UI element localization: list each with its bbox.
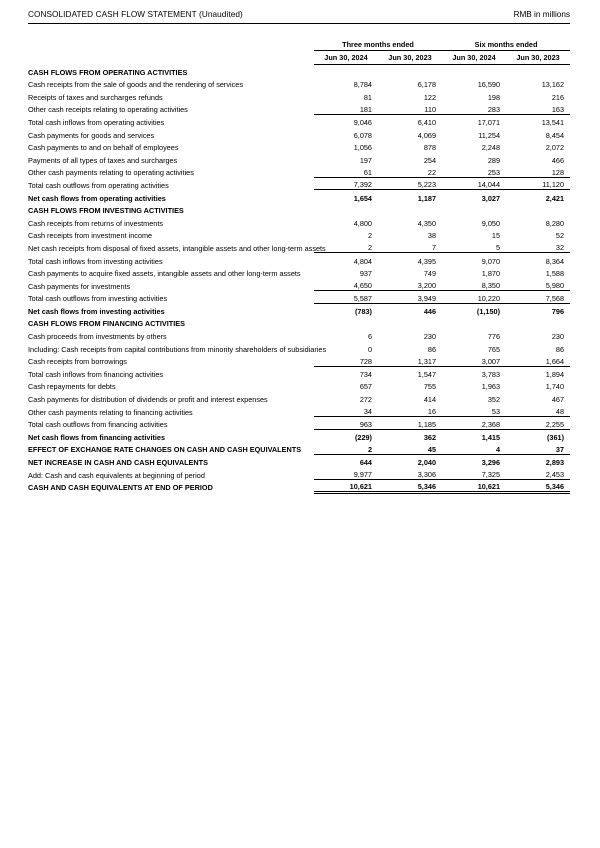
row-value: 198 <box>487 92 501 102</box>
row-value: 1,894 <box>506 366 570 379</box>
row-value: 16 <box>427 407 437 417</box>
row-value: 4,800 <box>353 218 372 228</box>
row-value: 414 <box>423 395 437 405</box>
table-row <box>28 442 570 455</box>
row-value: 657 <box>359 382 372 392</box>
table-row <box>28 480 570 493</box>
row-value: 22 <box>427 167 437 177</box>
row-value <box>506 203 570 216</box>
row-value: 466 <box>551 155 565 165</box>
row-value: 9,050 <box>481 218 501 228</box>
row-label: Total cash outflows from operating activities <box>28 180 169 190</box>
row-label: Payments of all types of taxes and surcharges <box>28 155 178 165</box>
row-value: 3,296 <box>442 454 506 467</box>
row-value <box>442 64 506 77</box>
column-header-blank <box>28 50 314 64</box>
row-value: 4,350 <box>417 218 437 228</box>
row-value: 3,306 <box>417 470 437 480</box>
row-value: 230 <box>423 332 437 342</box>
row-value: 11,120 <box>506 177 570 190</box>
row-value: 3,007 <box>481 356 501 366</box>
row-value: 4,395 <box>378 253 442 266</box>
table-row <box>28 228 570 241</box>
row-value: 7,325 <box>481 470 501 480</box>
row-value: 1,547 <box>378 366 442 379</box>
table-row <box>28 266 570 279</box>
row-value: 0 <box>367 344 372 354</box>
table-row <box>28 140 570 153</box>
row-value: 2,453 <box>545 470 565 480</box>
row-value: 5,346 <box>378 480 442 493</box>
group-header-row <box>28 36 570 50</box>
row-label: Cash payments to acquire fixed assets, intangible assets and other long-term assets <box>28 269 301 279</box>
row-value: 6,078 <box>353 130 372 140</box>
row-value: 963 <box>314 417 378 430</box>
row-label: CASH FLOWS FROM FINANCING ACTIVITIES <box>28 319 186 329</box>
row-value: 2,421 <box>506 190 570 203</box>
group-header-blank <box>28 36 314 50</box>
row-value: 197 <box>359 155 372 165</box>
row-value: 467 <box>551 395 565 405</box>
row-value: 765 <box>487 344 501 354</box>
row-label: Cash payments to and on behalf of employees <box>28 143 179 153</box>
table-row <box>28 215 570 228</box>
group-header-six-months: Six months ended <box>442 36 570 50</box>
row-label: CASH AND CASH EQUIVALENTS AT END OF PERIOD <box>28 483 213 493</box>
row-value: 1,185 <box>378 417 442 430</box>
row-value: 9,046 <box>314 114 378 127</box>
table-row <box>28 190 570 203</box>
row-value <box>442 316 506 329</box>
row-value: 3,783 <box>442 366 506 379</box>
table-row <box>28 404 570 417</box>
table-row <box>28 165 570 178</box>
row-value: 13,162 <box>541 80 565 90</box>
row-value: 122 <box>423 92 437 102</box>
row-label: EFFECT OF EXCHANGE RATE CHANGES ON CASH AND CASH EQUIVALENTS <box>28 445 302 455</box>
table-row <box>28 102 570 115</box>
row-value <box>506 316 570 329</box>
table-row <box>28 366 570 379</box>
table-row <box>28 291 570 304</box>
row-value: 2 <box>367 444 372 454</box>
table-row <box>28 454 570 467</box>
row-value: 7 <box>431 243 437 253</box>
row-label: Net cash flows from investing activities <box>28 306 165 316</box>
column-header-1: Jun 30, 2023 <box>378 50 442 64</box>
row-value: 9,070 <box>442 253 506 266</box>
table-row <box>28 391 570 404</box>
cash-flow-table <box>28 36 570 494</box>
document-header <box>28 10 570 23</box>
row-value: 8,784 <box>353 80 372 90</box>
row-label: Net cash flows from financing activities <box>28 432 166 442</box>
row-value: 776 <box>487 332 501 342</box>
row-value: 289 <box>487 155 501 165</box>
row-value: 644 <box>314 454 378 467</box>
row-value: 254 <box>423 155 437 165</box>
row-value: 2,040 <box>378 454 442 467</box>
row-value: 1,870 <box>481 269 501 279</box>
table-row <box>28 127 570 140</box>
table-row <box>28 152 570 165</box>
row-value <box>314 203 378 216</box>
currency-units-label: RMB in millions <box>513 10 570 19</box>
table-row <box>28 354 570 367</box>
table-row <box>28 467 570 480</box>
row-value: 2,368 <box>442 417 506 430</box>
table-row <box>28 77 570 90</box>
table-row <box>28 253 570 266</box>
row-value: 7,392 <box>314 177 378 190</box>
row-value: 352 <box>487 395 501 405</box>
row-value: 3,200 <box>417 281 437 291</box>
row-value: 3,949 <box>378 291 442 304</box>
row-value: 878 <box>423 143 437 153</box>
row-value: 81 <box>363 92 372 102</box>
column-header-3: Jun 30, 2023 <box>506 50 570 64</box>
row-label: Net cash flows from operating activities <box>28 193 166 203</box>
row-label: Add: Cash and cash equivalents at beginning of period <box>28 470 205 480</box>
row-value: 2,893 <box>506 454 570 467</box>
row-value: 4,069 <box>417 130 437 140</box>
column-header-0: Jun 30, 2024 <box>314 50 378 64</box>
row-label: Cash proceeds from investments by others <box>28 332 167 342</box>
column-header-row <box>28 50 570 64</box>
row-value: 8,350 <box>481 281 501 291</box>
row-value: 937 <box>359 269 372 279</box>
row-value: 10,220 <box>442 291 506 304</box>
row-value: 13,541 <box>506 114 570 127</box>
row-value: 2,072 <box>545 143 565 153</box>
row-value: 86 <box>427 344 437 354</box>
row-value: 1,664 <box>545 356 565 366</box>
table-row <box>28 240 570 253</box>
row-label: Total cash inflows from investing activities <box>28 256 163 266</box>
row-value: 272 <box>359 395 372 405</box>
row-value: 4,650 <box>353 281 372 291</box>
row-label: Total cash inflows from financing activities <box>28 369 164 379</box>
row-value: 362 <box>378 429 442 442</box>
header-divider <box>28 23 570 24</box>
row-label: Including: Cash receipts from capital contributions from minority shareholders of subsidiaries <box>28 344 327 354</box>
row-value <box>378 316 442 329</box>
row-value: 2,248 <box>481 143 501 153</box>
group-header-three-months: Three months ended <box>314 36 442 50</box>
row-label: Cash receipts from investment income <box>28 231 153 241</box>
table-row <box>28 379 570 392</box>
row-label: Cash payments for goods and services <box>28 130 155 140</box>
row-label: Cash receipts from returns of investments <box>28 218 164 228</box>
row-value: 5 <box>495 243 501 253</box>
row-value: 52 <box>555 231 565 241</box>
row-value: (783) <box>314 303 378 316</box>
row-value: (229) <box>314 429 378 442</box>
row-value: 283 <box>487 104 501 114</box>
row-value: 1,056 <box>353 143 372 153</box>
row-value <box>314 316 378 329</box>
row-value: 10,621 <box>442 480 506 493</box>
row-label: Cash payments for investments <box>28 281 131 291</box>
page-title: CONSOLIDATED CASH FLOW STATEMENT (Unaudited) <box>28 10 243 19</box>
row-value: 7,568 <box>506 291 570 304</box>
row-label: Other cash receipts relating to operating activities <box>28 105 188 115</box>
row-value: 110 <box>424 104 437 114</box>
row-label: Receipts of taxes and surcharges refunds <box>28 92 163 102</box>
row-value: 5,223 <box>378 177 442 190</box>
row-value: 14,044 <box>442 177 506 190</box>
row-value: 734 <box>314 366 378 379</box>
table-row <box>28 89 570 102</box>
row-label: Total cash outflows from investing activities <box>28 294 168 304</box>
row-value: 6,410 <box>378 114 442 127</box>
table-row <box>28 278 570 291</box>
table-body <box>28 64 570 492</box>
row-value: 6,178 <box>417 80 437 90</box>
row-value: 3,027 <box>442 190 506 203</box>
row-value: 11,254 <box>478 130 501 140</box>
column-header-2: Jun 30, 2024 <box>442 50 506 64</box>
row-value: 4,804 <box>314 253 378 266</box>
table-row <box>28 203 570 216</box>
row-value <box>378 203 442 216</box>
row-value: 216 <box>551 92 565 102</box>
row-label: NET INCREASE IN CASH AND CASH EQUIVALENTS <box>28 458 209 467</box>
row-label: CASH FLOWS FROM OPERATING ACTIVITIES <box>28 67 188 77</box>
row-value: 2 <box>367 243 372 253</box>
row-label: Net cash receipts from disposal of fixed assets, intangible assets and other long-term assets <box>28 243 326 253</box>
row-value: 749 <box>423 269 437 279</box>
row-value: 37 <box>555 444 565 454</box>
row-value: 253 <box>487 167 501 177</box>
row-value: 8,364 <box>506 253 570 266</box>
row-value: 755 <box>423 382 437 392</box>
row-value: 1,963 <box>481 382 501 392</box>
row-value: 1,317 <box>417 356 437 366</box>
row-label: Total cash inflows from operating activities <box>28 117 165 127</box>
row-value: 45 <box>427 444 437 454</box>
row-value: 86 <box>555 344 565 354</box>
row-label: Other cash payments relating to financing activities <box>28 407 193 417</box>
row-value: 9,977 <box>353 470 372 480</box>
table-row <box>28 64 570 77</box>
row-value: 32 <box>555 243 565 253</box>
row-value: 53 <box>491 407 501 417</box>
row-value: 728 <box>359 356 372 366</box>
row-value <box>378 64 442 77</box>
table-row <box>28 303 570 316</box>
row-value: 17,071 <box>442 114 506 127</box>
row-value: 1,654 <box>314 190 378 203</box>
row-value: 230 <box>551 332 565 342</box>
row-value: 4 <box>495 444 501 454</box>
row-value: 48 <box>555 407 565 417</box>
row-value <box>314 64 378 77</box>
table-row <box>28 114 570 127</box>
row-value <box>506 64 570 77</box>
row-value: (1,150) <box>442 303 506 316</box>
row-value: 163 <box>551 104 565 114</box>
table-row <box>28 417 570 430</box>
row-value: 8,454 <box>545 130 565 140</box>
row-value: 1,415 <box>442 429 506 442</box>
row-label: Cash receipts from borrowings <box>28 357 127 367</box>
row-value: 10,621 <box>314 480 378 493</box>
row-value: 128 <box>551 167 565 177</box>
table-row <box>28 177 570 190</box>
row-label: Total cash outflows from financing activities <box>28 420 168 430</box>
row-value: 15 <box>491 231 501 241</box>
row-value: 446 <box>378 303 442 316</box>
table-row <box>28 328 570 341</box>
row-value: 1,187 <box>378 190 442 203</box>
row-value: 1,588 <box>545 269 565 279</box>
row-value: 8,280 <box>545 218 565 228</box>
row-label: Cash payments for distribution of dividends or profit and interest expenses <box>28 395 268 405</box>
row-value: 796 <box>506 303 570 316</box>
row-value: 34 <box>363 407 372 417</box>
table-row <box>28 429 570 442</box>
row-value <box>442 203 506 216</box>
row-value: 181 <box>359 104 372 114</box>
row-value: 2 <box>367 231 372 241</box>
row-label: Cash receipts from the sale of goods and the rendering of services <box>28 80 243 90</box>
row-value: 5,346 <box>506 480 570 493</box>
row-value: 5,980 <box>545 281 565 291</box>
row-value: (361) <box>506 429 570 442</box>
table-row <box>28 341 570 354</box>
table-header <box>28 36 570 64</box>
row-value: 1,740 <box>545 382 565 392</box>
row-label: Cash repayments for debts <box>28 382 116 392</box>
row-value: 2,255 <box>506 417 570 430</box>
row-label: CASH FLOWS FROM INVESTING ACTIVITIES <box>28 206 184 216</box>
row-value: 61 <box>363 167 372 177</box>
row-value: 16,590 <box>477 80 501 90</box>
row-value: 5,587 <box>314 291 378 304</box>
row-value: 38 <box>427 231 437 241</box>
row-value: 6 <box>367 332 372 342</box>
row-label: Other cash payments relating to operating activities <box>28 168 194 178</box>
table-row <box>28 316 570 329</box>
